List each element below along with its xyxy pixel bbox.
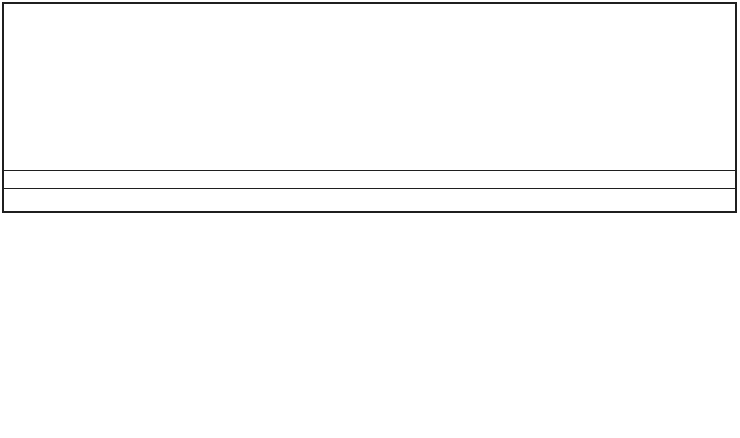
weekday-header-row bbox=[4, 188, 735, 211]
cosmic-calendar-table bbox=[2, 2, 737, 213]
month-header bbox=[4, 170, 735, 188]
pre-december-events bbox=[4, 4, 735, 170]
